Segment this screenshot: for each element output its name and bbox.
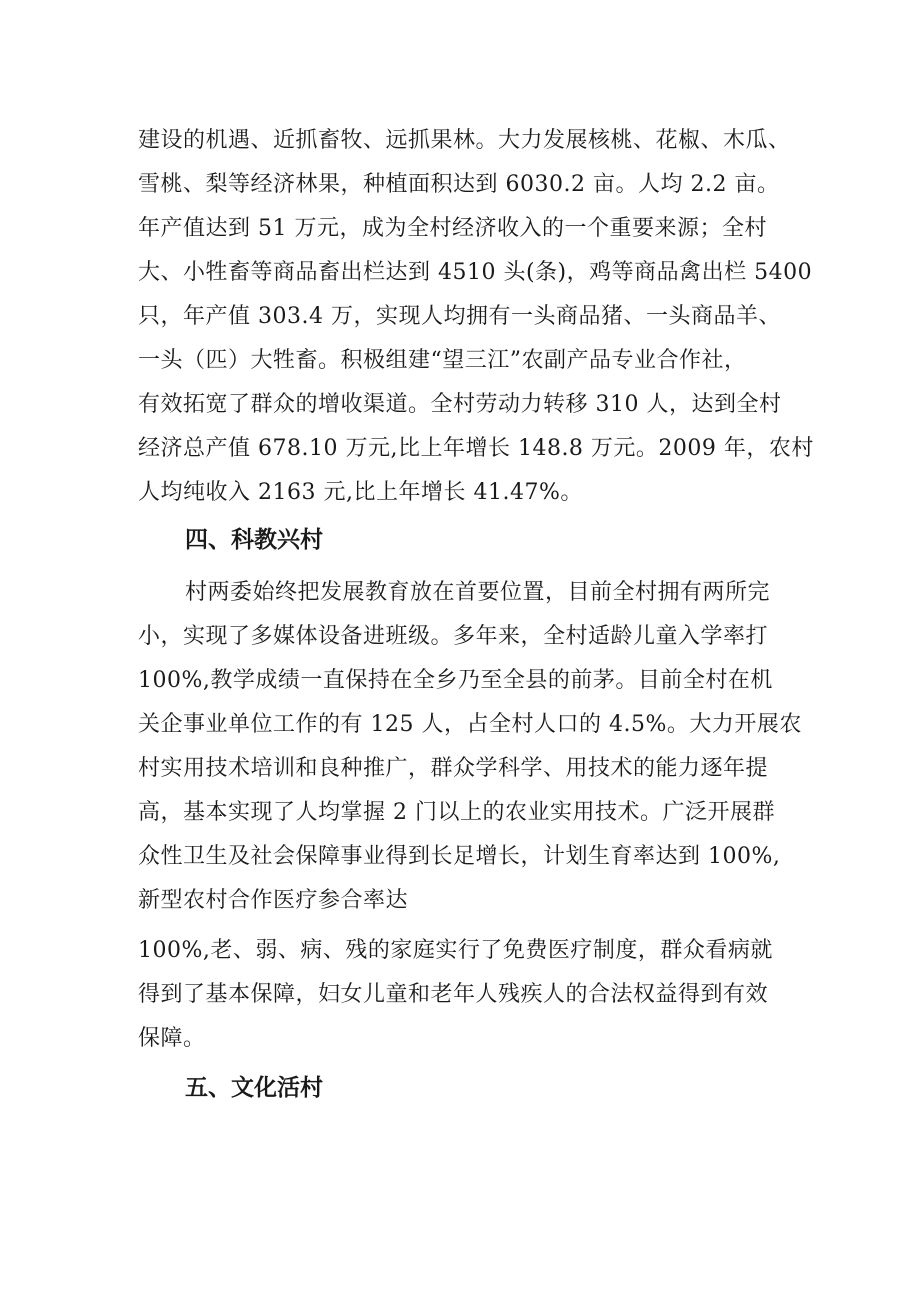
section-heading-5: 五、文化活村 [185,1075,323,1101]
paragraph-line: 100%,老、弱、病、残的家庭实行了免费医疗制度，群众看病就 [138,938,773,963]
paragraph-line: 一头（匹）大牲畜。积极组建“望三江”农副产品专业合作社， [138,348,747,373]
paragraph-line: 关企事业单位工作的有 125 人，占全村人口的 4.5%。大力开展农 [138,712,802,737]
paragraph-line: 众性卫生及社会保障事业得到长足增长，计划生育率达到 100%, [138,844,781,869]
paragraph-line: 得到了基本保障，妇女儿童和老年人残疾人的合法权益得到有效 [138,982,769,1007]
paragraph-line: 建设的机遇、近抓畜牧、远抓果林。大力发展核桃、花椒、木瓜、 [138,128,791,153]
paragraph-line: 大、小牲畜等商品畜出栏达到 4510 头(条)，鸡等商品禽出栏 5400 [138,260,813,285]
paragraph-line: 雪桃、梨等经济林果，种植面积达到 6030.2 亩。人均 2.2 亩。 [138,172,780,197]
section-heading-4: 四、科教兴村 [185,527,323,553]
paragraph-line: 只，年产值 303.4 万，实现人均拥有一头商品猪、一头商品羊、 [138,304,781,329]
paragraph-line: 新型农村合作医疗参合率达 [138,888,409,913]
paragraph-line: 人均纯收入 2163 元,比上年增长 41.47%。 [138,480,583,505]
paragraph-line: 经济总产值 678.10 万元,比上年增长 148.8 万元。2009 年，农村 [138,436,814,461]
paragraph-line: 高，基本实现了人均掌握 2 门以上的农业实用技术。广泛开展群 [138,800,775,825]
paragraph-line: 村实用技术培训和良种推广，群众学科学、用技术的能力逐年提 [138,756,769,781]
paragraph-line: 100%,教学成绩一直保持在全乡乃至全县的前茅。目前全村在机 [138,668,773,693]
paragraph-line: 小，实现了多媒体设备进班级。多年来，全村适龄儿童入学率打 [138,624,769,649]
paragraph-line: 保障。 [138,1026,206,1051]
paragraph-line: 年产值达到 51 万元，成为全村经济收入的一个重要来源；全村 [138,216,767,241]
paragraph-line: 有效拓宽了群众的增收渠道。全村劳动力转移 310 人，达到全村 [138,392,782,417]
paragraph-line: 村两委始终把发展教育放在首要位置，目前全村拥有两所完 [185,580,771,605]
